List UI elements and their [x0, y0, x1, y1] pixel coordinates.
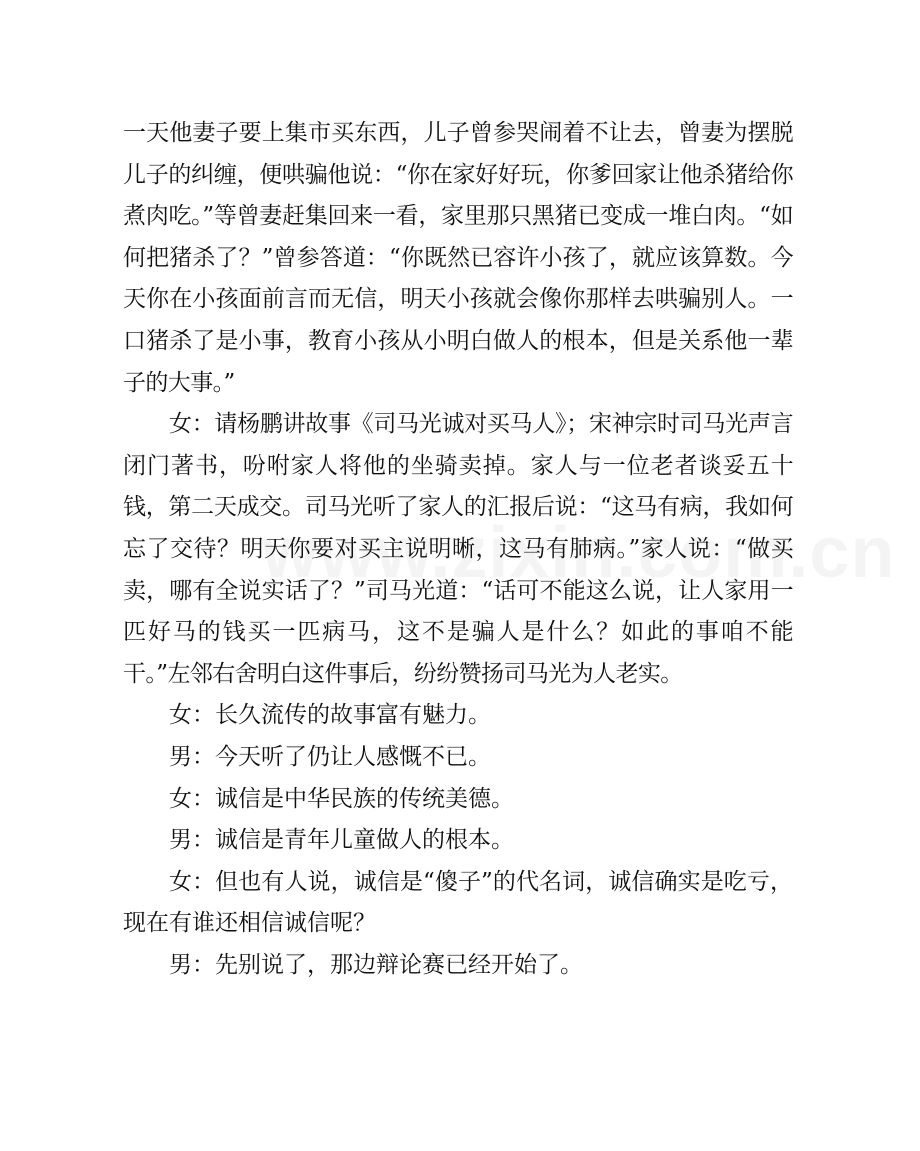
paragraph-sima-guang-story: 女：请杨鹏讲故事《司马光诚对买马人》；宋神宗时司马光声言闭门著书，吩咐家人将他的坐骑卖掉。家人与一位老者谈妥五十钱，第二天成交。司马光听了家人的汇报后说：“这马有病，我如何忘了交待？明天你要对买主说明晰，这马有肺病。”家人说：“做买卖，哪有全说实话了？”司马光道：“话可不能这么说，让人家用一匹好马的钱买一匹病马，这不是骗人是什么？如此的事咱不能干。”左邻右舍明白这件事后，纷纷赞扬司马光为人老实。 — [123, 411, 793, 687]
dialogue-line-female-1: 女：长久流传的故事富有魅力。 — [169, 702, 491, 729]
dialogue-line-male-2: 男：诚信是青年儿童做人的根本。 — [169, 827, 514, 854]
dialogue-line-female-3: 女：但也有人说，诚信是“傻子”的代名词，诚信确实是吃亏，现在有谁还相信诚信呢？ — [123, 868, 793, 937]
dialogue-line-male-1: 男：今天听了仍让人感慨不已。 — [169, 743, 491, 770]
document-body — [123, 113, 793, 986]
dialogue-line-female-2: 女：诚信是中华民族的传统美德。 — [169, 785, 514, 812]
paragraph-zeng-shen-story: 一天他妻子要上集市买东西，儿子曾参哭闹着不让去，曾妻为摆脱儿子的纠缠，便哄骗他说：“你在家好好玩，你爹回家让他杀猪给你煮肉吃。”等曾妻赶集回来一看，家里那只黑猪已变成一堆白肉。“如何把猪杀了？”曾参答道：“你既然已容许小孩了，就应该算数。今天你在小孩面前言而无信，明天小孩就会像你那样去哄骗别人。一口猪杀了是小事，教育小孩从小明白做人的根本，但是关系他一辈子的大事。” — [123, 120, 793, 396]
dialogue-line-male-3: 男：先别说了，那边辩论赛已经开始了。 — [169, 951, 583, 978]
